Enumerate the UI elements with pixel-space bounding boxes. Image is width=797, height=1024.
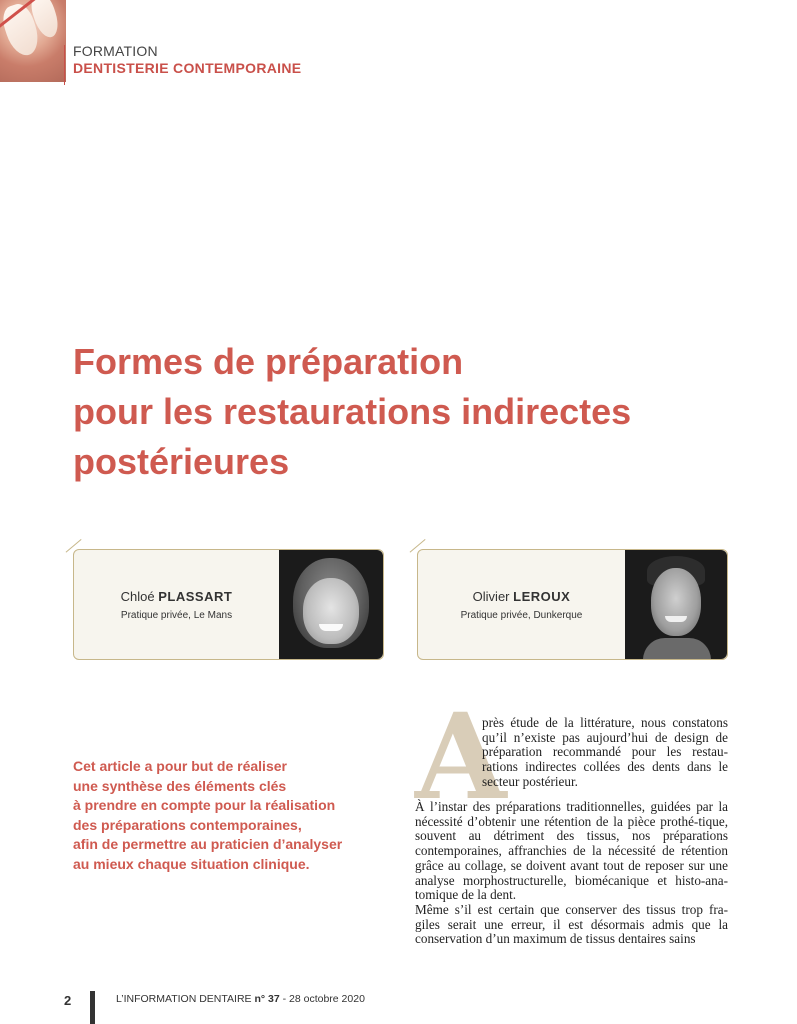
author-card-plassart <box>73 549 384 660</box>
title-line: Formes de préparation <box>73 341 464 382</box>
footer-publication <box>116 993 365 1005</box>
issue-number: n° 37 <box>254 993 280 1005</box>
issue-date: - 28 octobre 2020 <box>282 993 365 1005</box>
body-line: près étude de la littérature, nous constatons <box>482 715 728 730</box>
drop-cap: A <box>415 687 507 826</box>
author-info <box>74 550 279 659</box>
article-title <box>73 337 753 487</box>
author-affiliation: Pratique privée, Dunkerque <box>460 609 583 621</box>
author-card-leroux <box>417 549 728 660</box>
abstract-line: à prendre en compte pour la réalisation <box>73 797 336 813</box>
footer-bar <box>90 991 95 1024</box>
corner-photo-teeth <box>0 0 66 82</box>
body-paragraph: Même s’il est certain que conserver des tissus trop fra-giles serait une erreur, il est désormais admis que la conservation d’un maximum de tissus dentaires sains <box>415 901 728 947</box>
body-line: préparation recommandé pour les restau- <box>482 744 728 760</box>
abstract-line: afin de permettre au praticien d’analyser <box>73 836 343 852</box>
abstract-line: Cet article a pour but de réaliser <box>73 758 287 774</box>
body-line: rations indirectes collées des dents dans le <box>482 759 728 775</box>
section-rubric <box>73 43 301 77</box>
body-line: qu’il n’existe pas aujourd’hui de design de <box>482 729 728 745</box>
abstract-line: des préparations contemporaines, <box>73 816 302 833</box>
rubric-category: DENTISTERIE CONTEMPORAINE <box>73 60 302 76</box>
body-paragraphs <box>415 800 728 947</box>
author-info <box>418 550 625 659</box>
title-line: postérieures <box>73 441 290 482</box>
rubric-formation: FORMATION <box>73 43 158 59</box>
rubric-divider <box>64 45 65 85</box>
author-photo <box>279 550 383 659</box>
title-line: pour les restaurations indirectes <box>73 391 632 432</box>
page-number: 2 <box>64 993 72 1008</box>
author-affiliation: Pratique privée, Le Mans <box>120 609 233 621</box>
author-photo <box>625 550 727 659</box>
body-line: secteur postérieur. <box>482 773 578 789</box>
author-name: Olivier LEROUX <box>472 588 571 604</box>
body-paragraph: À l’instar des préparations traditionnelles, guidées par la nécessité d’obtenir une rétention de la pièce prothé-tique, souvent au détriment des tissus, nos préparations contemporaines, affranchies de la nécessité de rétention grâce au collage, se doivent avant tout de reposer sur une analyse morphostructurelle, biomécanique et histo-ana-tomique de la dent. <box>415 799 728 903</box>
article-abstract <box>73 757 373 874</box>
abstract-line: au mieux chaque situation clinique. <box>73 855 310 872</box>
abstract-line: une synthèse des éléments clés <box>73 777 287 794</box>
author-name: Chloé PLASSART <box>120 588 233 604</box>
body-intro <box>482 716 728 790</box>
magazine-name: L’INFORMATION DENTAIRE <box>116 993 252 1005</box>
